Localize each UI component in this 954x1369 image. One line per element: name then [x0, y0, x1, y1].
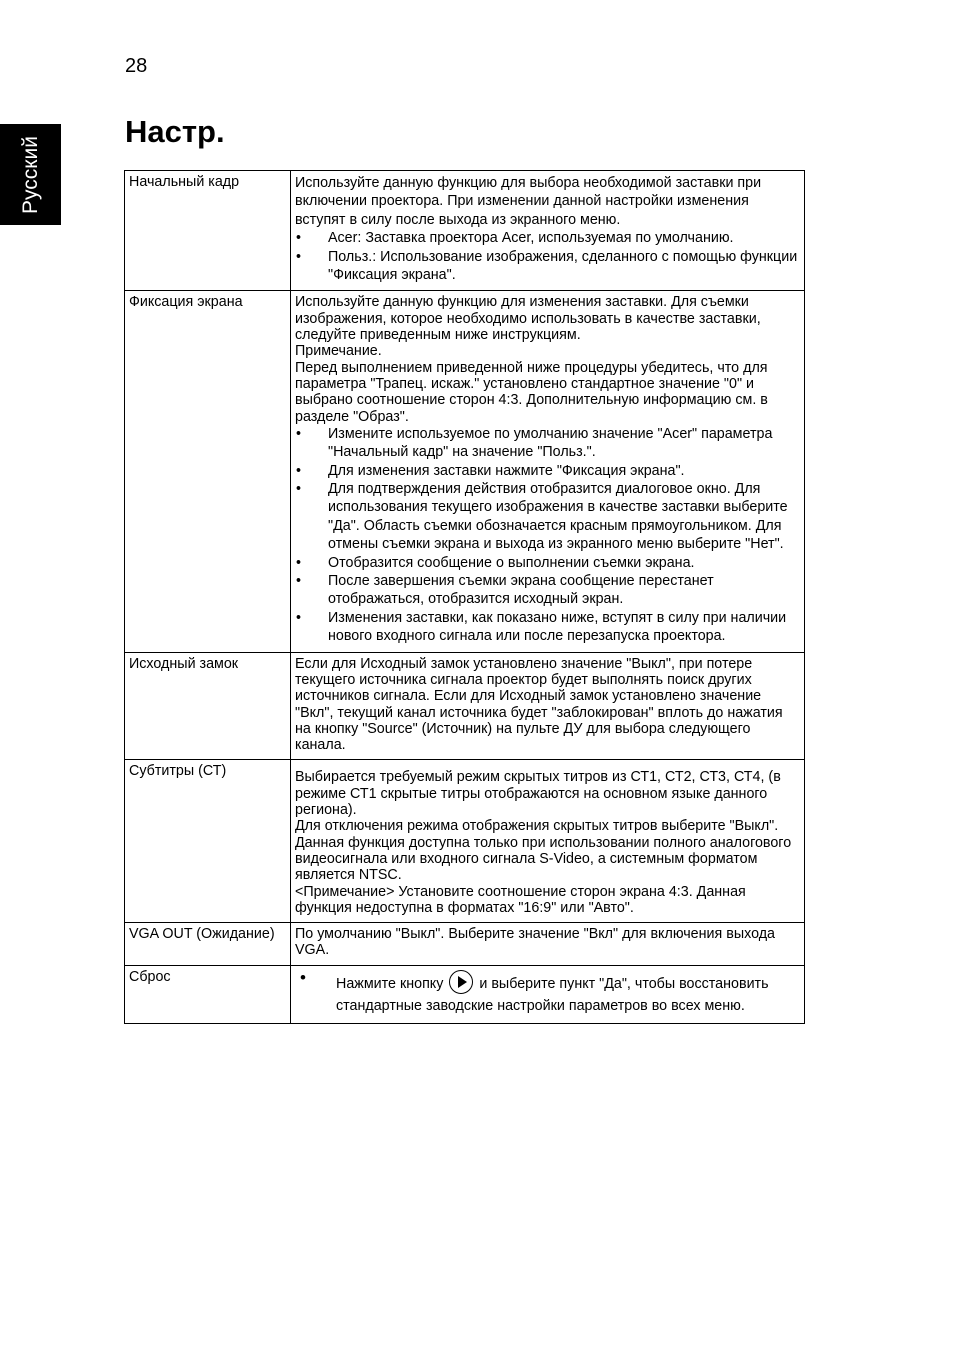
- table-row-vga-out: [125, 923, 805, 966]
- play-button-icon: [449, 970, 473, 994]
- setting-description: [291, 760, 805, 923]
- setting-description: [291, 652, 805, 760]
- setting-name: VGA OUT (Ожидание): [125, 923, 291, 966]
- setting-description: [291, 291, 805, 652]
- setting-description: [291, 171, 805, 291]
- table-row-screen-capture: [125, 291, 805, 652]
- settings-table: [124, 170, 805, 1024]
- list-item: • После завершения съемки экрана сообщение перестанет отображаться, отобразится исходный экран.: [295, 572, 800, 609]
- description-paragraph: Для отключения режима отображения скрытых титров выберите "Выкл". Данная функция доступна только при использовании полного аналогового видеосигнала или входного сигнала S-Video, а системным форматом является NTSC.: [295, 818, 792, 884]
- setting-description: [291, 923, 805, 966]
- table-row-closed-caption: [125, 760, 805, 923]
- setting-name: Исходный замок: [125, 652, 291, 760]
- table-row-start-screen: [125, 171, 805, 291]
- description-paragraph: Используйте данную функцию для изменения заставки. Для съемки изображения, которое необходимо использовать в качестве заставки, следуйте приведенным ниже инструкциям.: [295, 294, 761, 344]
- list-item: • Acer: Заставка проектора Acer, используемая по умолчанию.: [295, 229, 800, 247]
- page-title: Настр.: [125, 114, 225, 149]
- setting-name: Сброс: [125, 965, 291, 1023]
- description-paragraph: Используйте данную функцию для выбора необходимой заставки при включении проектора. При изменении данной настройки изменения вступят в силу после выхода из экранного меню.: [295, 175, 762, 228]
- bullet-list: [295, 972, 800, 1016]
- description-paragraph: Если для Исходный замок установлено значение "Выкл", при потере текущего источника сигнала проектор будет выполнять поиск других источников сигнала. Если для Исходный замок установлено значение "Вкл", текущий канал источника будет "заблокирован" вплоть до нажатия на кнопку "Source" (Источник) на пульте ДУ для выбора следующего канала.: [295, 655, 783, 754]
- table-row-source-lock: [125, 652, 805, 760]
- description-paragraph: По умолчанию "Выкл". Выберите значение "Вкл" для включения выхода VGA.: [295, 926, 776, 959]
- description-paragraph: Перед выполнением приведенной ниже процедуры убедитесь, что для параметра "Трапец. искаж." установлено стандартное значение "0" и выбрано соотношение сторон 4:3. Дополнительную информацию см. в разделе "Образ".: [295, 359, 768, 425]
- setting-description: [291, 965, 805, 1023]
- note-paragraph: <Примечание> Установите соотношение сторон экрана 4:3. Данная функция недоступна в форматах "16:9" или "Авто".: [295, 883, 746, 916]
- list-item: • Польз.: Использование изображения, сделанного с помощью функции "Фиксация экрана".: [295, 248, 800, 285]
- list-item: • Измените используемое по умолчанию значение "Acer" параметра "Начальный кадр" на значение "Польз.".: [295, 425, 800, 462]
- list-item: [295, 972, 800, 1016]
- language-tab-label: Русский: [18, 135, 42, 214]
- page-number: 28: [125, 55, 148, 77]
- description-paragraph: Выбирается требуемый режим скрытых титров из СТ1, СТ2, СТ3, СТ4, (в режиме СТ1 скрытые титры отображаются на основном языке данного региона).: [295, 769, 781, 819]
- table-row-reset: [125, 965, 805, 1023]
- list-item: • Для подтверждения действия отобразится диалоговое окно. Для использования текущего изображения в качестве заставки выберите "Да". Область съемки обозначается красным прямоугольником. Для отмены съемки экрана и выхода из экранного меню выберите "Нет".: [295, 480, 800, 554]
- list-item: • Отобразится сообщение о выполнении съемки экрана.: [295, 554, 800, 572]
- bullet-list: [295, 425, 800, 646]
- setting-name: Фиксация экрана: [125, 291, 291, 652]
- setting-name: Субтитры (СТ): [125, 760, 291, 923]
- reset-instruction-start: Нажмите кнопку: [336, 975, 444, 992]
- note-label: Примечание.: [295, 343, 382, 360]
- list-item: • Изменения заставки, как показано ниже, вступят в силу при наличии нового входного сигнала или после перезапуска проектора.: [295, 609, 800, 646]
- reset-instruction-end: и выберите пункт "Да", чтобы восстановить стандартные заводские настройки параметров во всех меню.: [336, 975, 769, 1014]
- bullet-list: [295, 229, 800, 284]
- setting-name: Начальный кадр: [125, 171, 291, 291]
- language-tab: [0, 124, 61, 225]
- list-item: • Для изменения заставки нажмите "Фиксация экрана".: [295, 462, 800, 480]
